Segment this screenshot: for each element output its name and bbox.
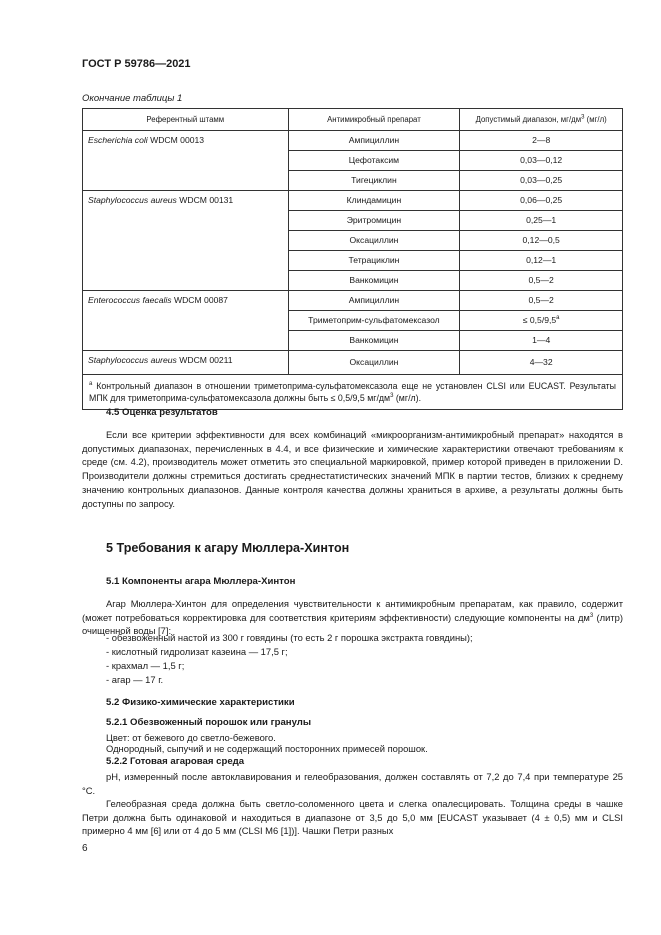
drug-cell: Тигециклин — [288, 171, 460, 191]
list-item: - обезвоженный настой из 300 г говядины (то есть 2 г порошка экстракта говядины); — [106, 632, 473, 643]
range-cell: 0,5—2 — [460, 291, 623, 311]
table-row — [83, 131, 623, 151]
section-5-2-2-heading: 5.2.2 Готовая агаровая среда — [106, 756, 245, 767]
list-item: - крахмал — 1,5 г; — [106, 660, 185, 671]
table-footnote-row — [83, 375, 623, 410]
strain-cell: Staphylococcus aureus WDCM 00211 — [83, 351, 289, 375]
drug-cell: Тетрациклин — [288, 251, 460, 271]
drug-cell: Клиндамицин — [288, 191, 460, 211]
list-item: - кислотный гидролизат казеина — 17,5 г; — [106, 646, 288, 657]
page-number: 6 — [82, 843, 88, 854]
drug-cell: Оксациллин — [288, 351, 460, 375]
section-4-5-heading: 4.5 Оценка результатов — [106, 407, 218, 418]
table-footnote: $^a$ Контрольный диапазон в отношении триметоприма-сульфатомексазола еще не установлен CLSI или EUCAST. Результаты МПК для триметоприма-сульфатомексазола должны быть ≤ 0,5/9,5 $мг/дм^3$ (мг/л). — [83, 375, 623, 410]
strain-cell: Enterococcus faecalis WDCM 00087 — [83, 291, 289, 351]
header-drug: Антимикробный препарат — [288, 109, 460, 131]
drug-cell: Цефотаксим — [288, 151, 460, 171]
range-cell: 2—8 — [460, 131, 623, 151]
range-cell: 0,12—1 — [460, 251, 623, 271]
section-5-heading: 5 Требования к агару Мюллера-Хинтон — [106, 541, 350, 555]
drug-cell: Триметоприм-сульфатомексазол — [288, 311, 460, 331]
gel-paragraph: Гелеобразная среда должна быть светло-соломенного цвета и слегка опалесцировать. Толщина среды в чашке Петри должна быть одинаковой и находиться в диапазоне от 3,5 до 5,0 мм [EUCAST указывает (4 ± 0,5) мм и CLSI примерно 4 мм [6] или от 4 до 5 мм (CLSI M6 [1])]. Чашки Петри разных — [82, 798, 623, 837]
section-4-5-paragraph: Если все критерии эффективности для всех комбинаций «микроорганизм-антимикробный препарат» находятся в допустимых диапазонах, перечисленных в 4.4, и все физические и химические характеристики отвечают требованиям к среде (см. 4.2), производитель может отметить это специальной маркировкой, пример которой приведен в приложении D. Производители должны стремиться достигать среднестатистических значений МПК в партии тестов, близких к среднему значению контрольных диапазонов. Данные контроля качества должны храниться в архиве, а результаты должны быть доступны по запросу. — [82, 429, 623, 509]
list-item: - агар — 17 г. — [106, 674, 164, 685]
section-5-1-paragraph: Агар Мюллера-Хинтон для определения чувствительности к антимикробным препаратам, как правило, содержит (может потребоваться корректировка для соответствия критериям эффективности) следующие компоненты на $дм^3$ (литр) очищенной воды [7]: — [82, 598, 623, 637]
drug-cell: Эритромицин — [288, 211, 460, 231]
drug-cell: Ампициллин — [288, 131, 460, 151]
range-cell: 1—4 — [460, 331, 623, 351]
header-strain: Референтный штамм — [83, 109, 289, 131]
range-cell: 0,5—2 — [460, 271, 623, 291]
range-cell: 0,06—0,25 — [460, 191, 623, 211]
table-row — [83, 351, 623, 375]
document-standard-title: ГОСТ Р 59786—2021 — [82, 58, 191, 70]
range-cell: 4—32 — [460, 351, 623, 375]
header-range: Допустимый диапазон, $мг/дм^3$ (мг/л) — [460, 109, 623, 131]
table-row — [83, 191, 623, 211]
drug-cell: Ванкомицин — [288, 271, 460, 291]
section-5-2-1-heading: 5.2.1 Обезвоженный порошок или гранулы — [106, 717, 312, 728]
drug-cell: Ванкомицин — [288, 331, 460, 351]
ph-paragraph: pH, измеренный после автоклавирования и гелеобразования, должен составлять от 7,2 до 7,4 при температуре 25 °С. — [82, 771, 623, 796]
range-cell: 0,12—0,5 — [460, 231, 623, 251]
strain-cell: Escherichia coli WDCM 00013 — [83, 131, 289, 191]
drug-cell: Ампициллин — [288, 291, 460, 311]
table-caption: Окончание таблицы 1 — [82, 93, 183, 104]
range-cell: 0,03—0,25 — [460, 171, 623, 191]
section-5-1-heading: 5.1 Компоненты агара Мюллера-Хинтон — [106, 576, 296, 587]
range-cell: ≤ 0,5/9,5$^a$ — [460, 311, 623, 331]
table-row — [83, 291, 623, 311]
table-header-row — [83, 109, 623, 131]
footnote-marker: a — [556, 315, 560, 322]
range-cell: 0,03—0,12 — [460, 151, 623, 171]
range-cell: 0,25—1 — [460, 211, 623, 231]
section-5-2-heading: 5.2 Физико-химические характеристики — [106, 697, 295, 708]
powder-description-line: Однородный, сыпучий и не содержащий посторонних примесей порошок. — [106, 743, 428, 754]
powder-color-line: Цвет: от бежевого до светло-бежевого. — [106, 732, 276, 743]
reference-strains-table — [82, 108, 623, 410]
drug-cell: Оксациллин — [288, 231, 460, 251]
strain-cell: Staphylococcus aureus WDCM 00131 — [83, 191, 289, 291]
